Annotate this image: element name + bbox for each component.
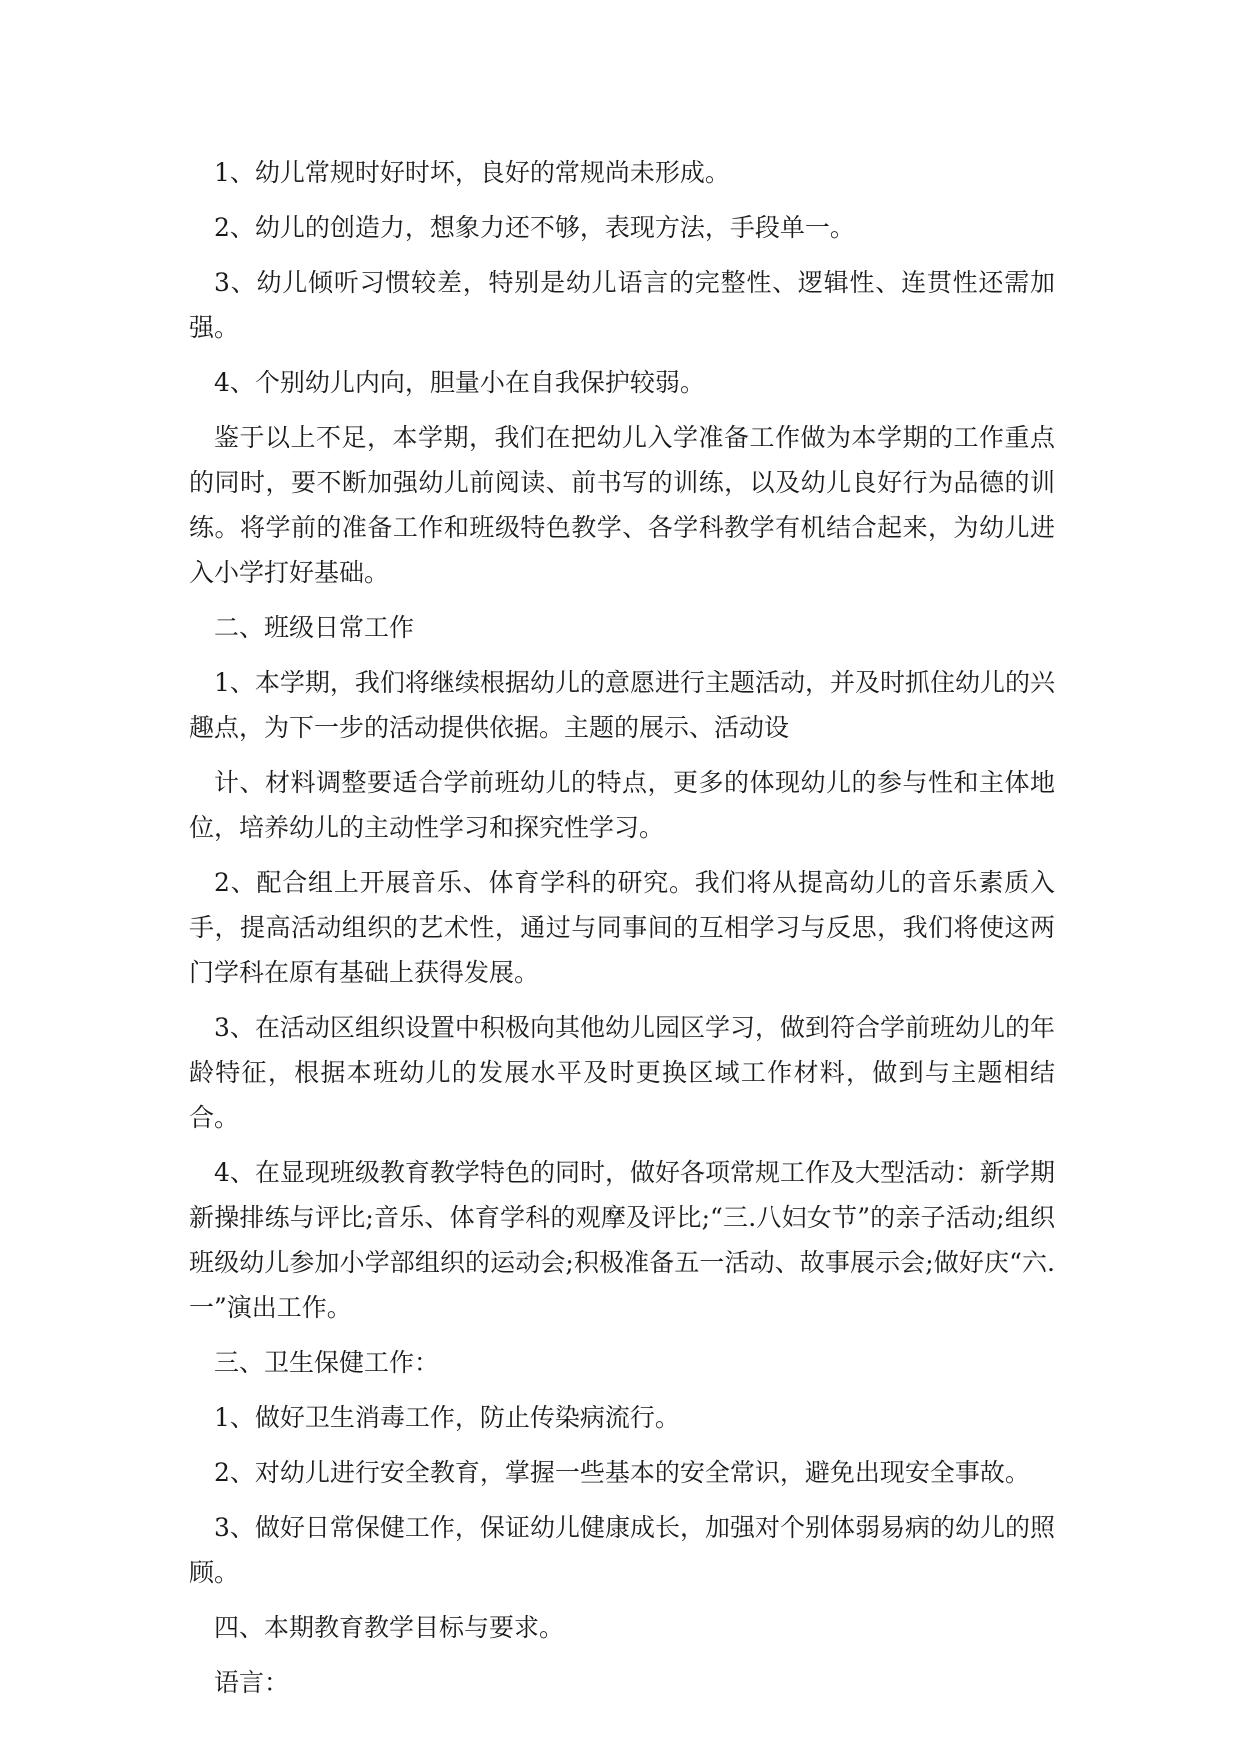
paragraph-14: 2、对幼儿进行安全教育，掌握一些基本的安全常识，避免出现安全事故。 [214, 1458, 1030, 1487]
section-heading-3: 三、卫生保健工作： [214, 1348, 440, 1377]
paragraph-15: 3、做好日常保健工作，保证幼儿健康成长，加强对个别体弱易病的幼儿的照顾。 [189, 1513, 1055, 1587]
paragraph-7: 1、本学期，我们将继续根据幼儿的意愿进行主题活动，并及时抓住幼儿的兴趣点，为下一步的活动提供依据。主题的展示、活动设 [189, 668, 1055, 742]
paragraph-8: 计、材料调整要适合学前班幼儿的特点，更多的体现幼儿的参与性和主体地位，培养幼儿的主动性学习和探究性学习。 [189, 768, 1055, 842]
section-heading-4: 四、本期教育教学目标与要求。 [214, 1613, 565, 1642]
paragraph-13: 1、做好卫生消毒工作，防止传染病流行。 [214, 1403, 680, 1432]
subheading-language: 语言： [214, 1668, 290, 1697]
paragraph-4: 4、个别幼儿内向，胆量小在自我保护较弱。 [214, 368, 705, 397]
paragraph-9: 2、配合组上开展音乐、体育学科的研究。我们将从提高幼儿的音乐素质入手，提高活动组织的艺术性，通过与同事间的互相学习与反思，我们将使这两门学科在原有基础上获得发展。 [189, 868, 1055, 987]
paragraph-10: 3、在活动区组织设置中积极向其他幼儿园区学习，做到符合学前班幼儿的年龄特征，根据本班幼儿的发展水平及时更换区域工作材料，做到与主题相结合。 [189, 1013, 1055, 1132]
paragraph-5: 鉴于以上不足，本学期，我们在把幼儿入学准备工作做为本学期的工作重点的同时，要不断加强幼儿前阅读、前书写的训练，以及幼儿良好行为品德的训练。将学前的准备工作和班级特色教学、各学科教学有机结合起来，为幼儿进入小学打好基础。 [189, 423, 1055, 587]
paragraph-2: 2、幼儿的创造力，想象力还不够，表现方法，手段单一。 [214, 213, 855, 242]
section-heading-2: 二、班级日常工作 [214, 613, 415, 642]
paragraph-3: 3、幼儿倾听习惯较差，特别是幼儿语言的完整性、逻辑性、连贯性还需加强。 [189, 268, 1055, 342]
paragraph-1: 1、幼儿常规时好时坏，良好的常规尚未形成。 [214, 158, 730, 187]
paragraph-11: 4、在显现班级教育教学特色的同时，做好各项常规工作及大型活动：新学期新操排练与评比;音乐、体育学科的观摩及评比;“三.八妇女节”的亲子活动;组织班级幼儿参加小学部组织的运动会;积极准备五一活动、故事展示会;做好庆“六.一”演出工作。 [189, 1158, 1055, 1322]
document-body [189, 150, 1055, 1715]
